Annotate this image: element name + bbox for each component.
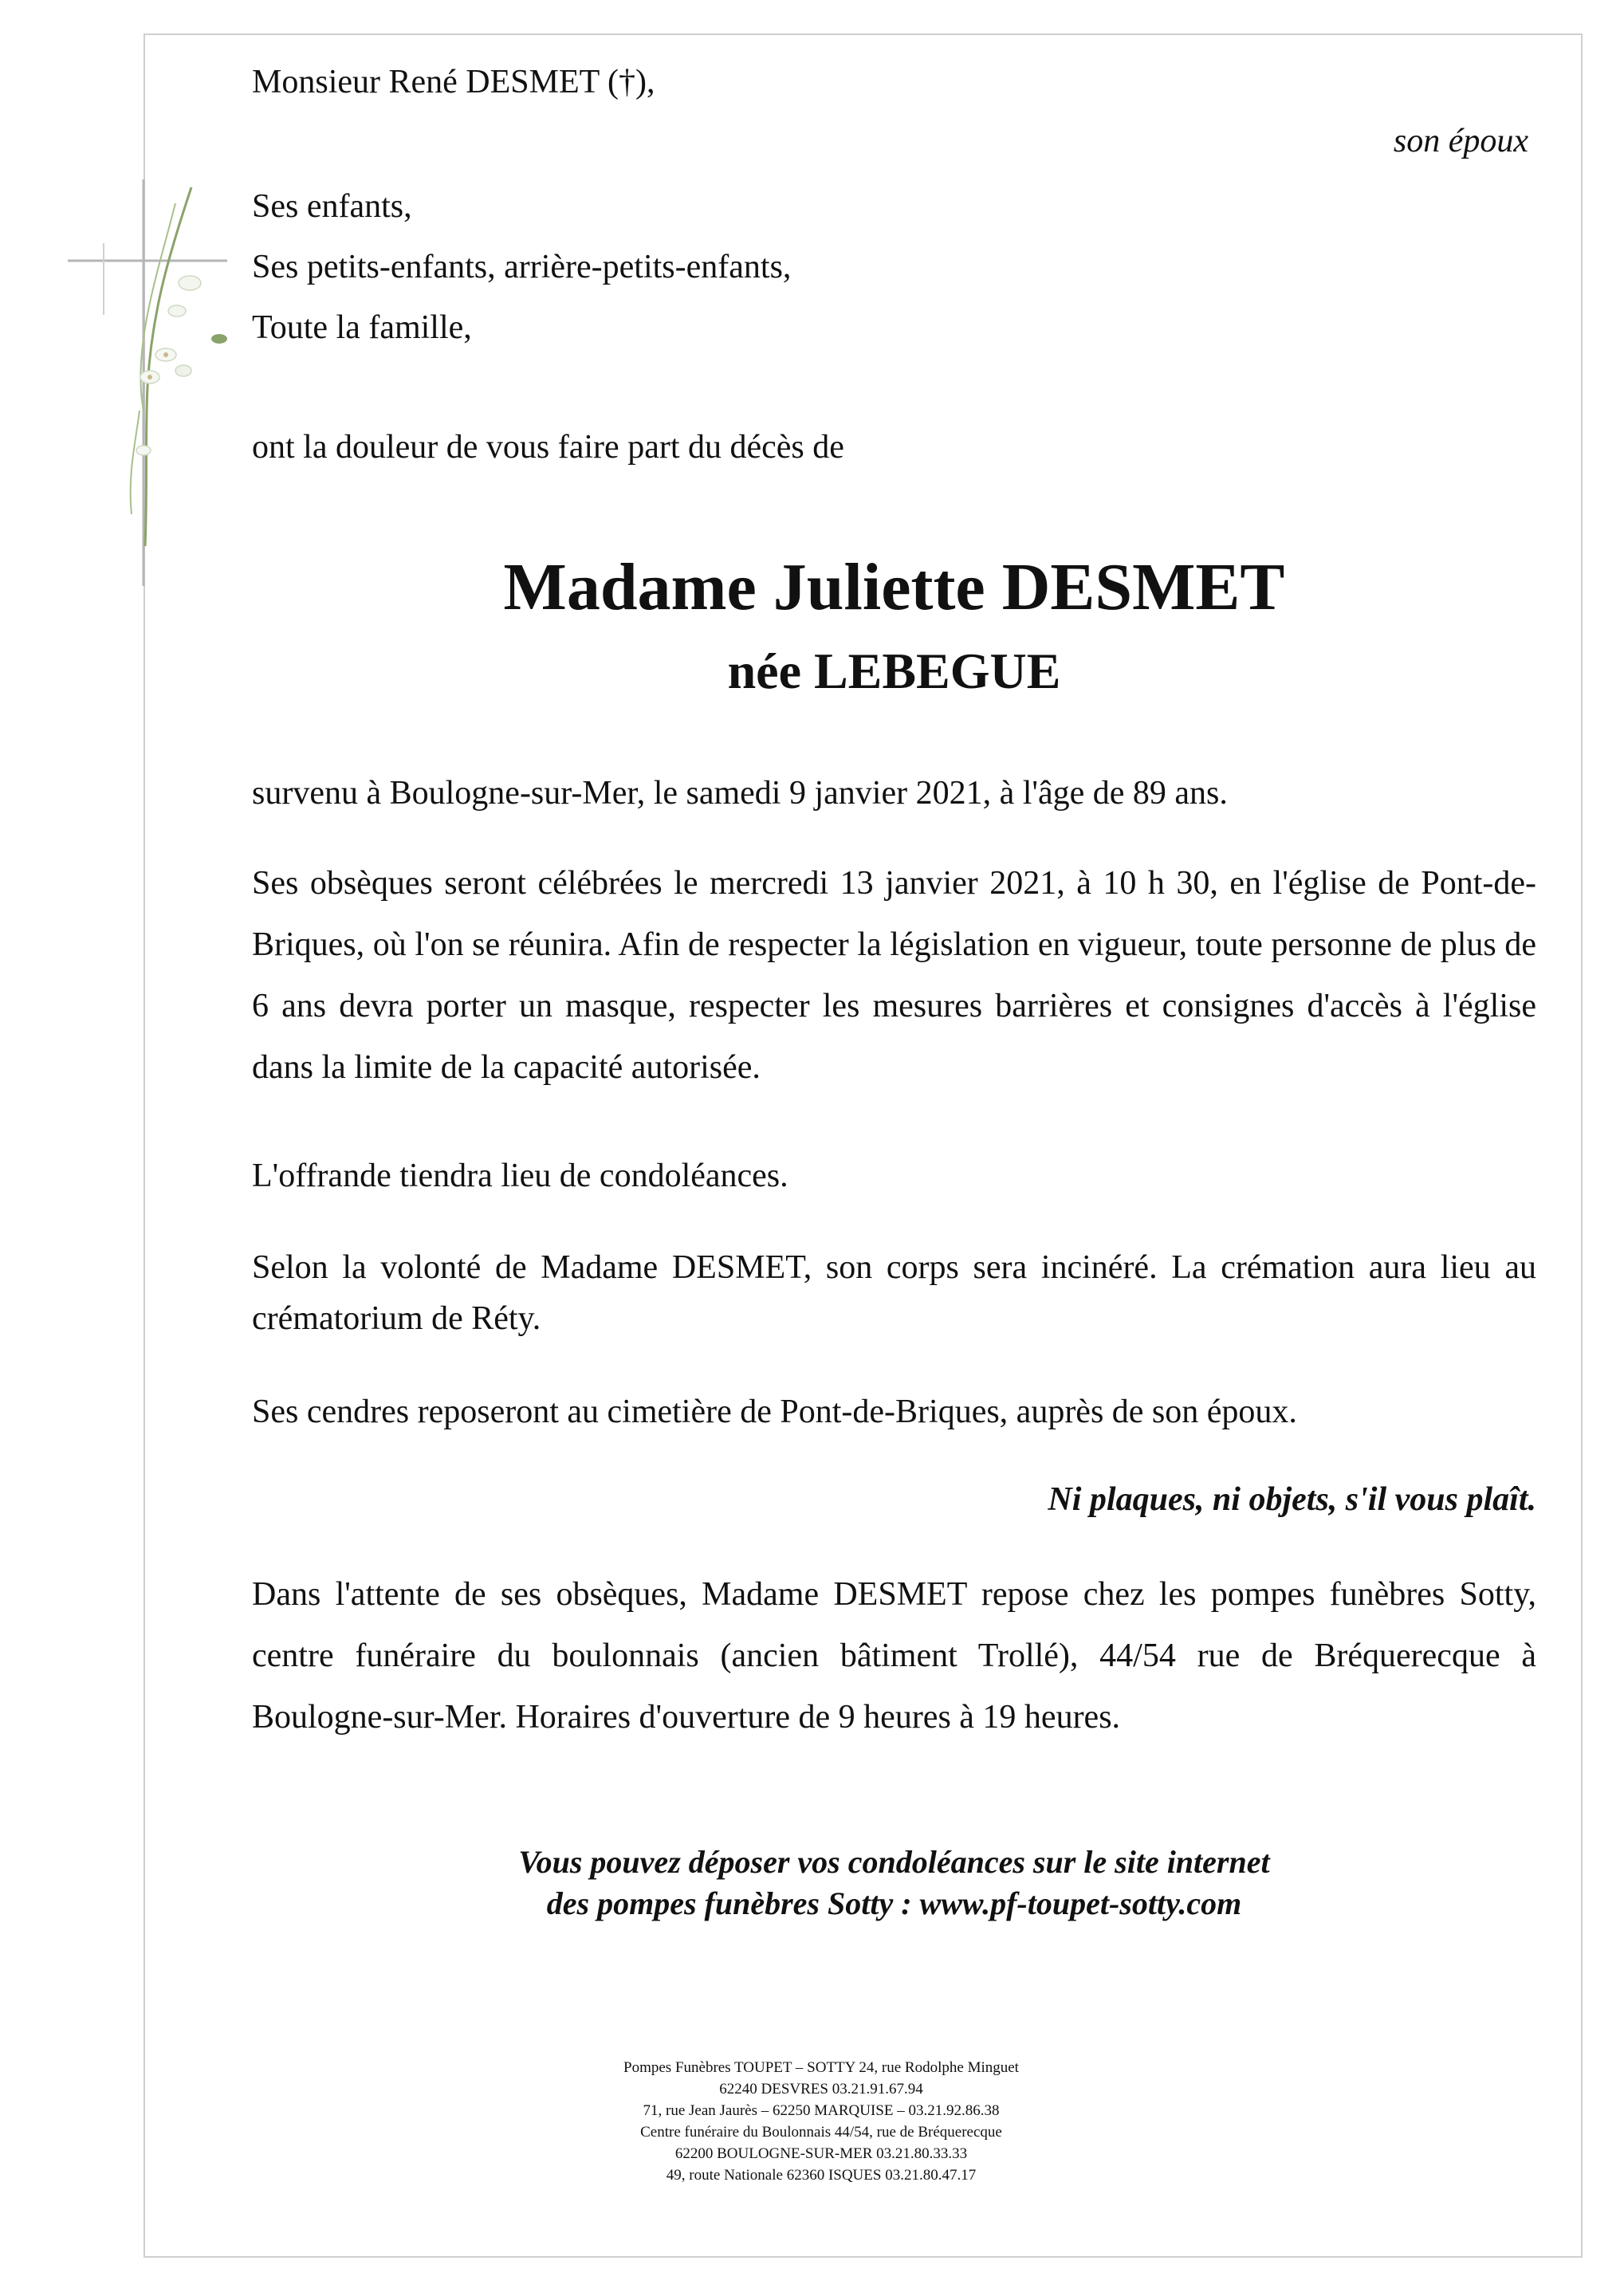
family-all: Toute la famille,: [252, 309, 472, 346]
husband-role: son époux: [1393, 123, 1528, 159]
footer-line: 49, route Nationale 62360 ISQUES 03.21.80.47.17: [666, 2167, 977, 2184]
no-plaques-line: Ni plaques, ni objets, s'il vous plaît.: [1048, 1481, 1536, 1518]
deceased-maiden-name: née LEBEGUE: [727, 643, 1061, 699]
cremation-paragraph: Selon la volonté de Madame DESMET, son corps sera incinéré. La crémation aura lieu au crématorium de Réty.: [252, 1249, 1536, 1337]
husband-line: Monsieur René DESMET (†),: [252, 64, 655, 100]
deceased-name: Madame Juliette DESMET: [503, 550, 1285, 624]
footer-line: 62200 BOULOGNE-SUR-MER 03.21.80.33.33: [674, 2145, 968, 2162]
funeral-home-footer: [478, 2057, 1164, 2186]
cross-orchid-decoration: [56, 171, 247, 594]
condolences-line-2: des pompes funèbres Sotty : www.pf-toupet-sotty.com: [546, 1885, 1242, 1921]
rest-paragraph: Dans l'attente de ses obsèques, Madame DESMET repose chez les pompes funèbres Sotty, centre funéraire du boulonnais (ancien bâtiment Trollé), 44/54 rue de Bréquerecque à Boulogne-sur-Mer. Horaires d'ouverture de 9 heures à 19 heures.: [252, 1576, 1536, 1736]
family-children: Ses enfants,: [252, 188, 412, 225]
orchid-icon: [131, 187, 227, 546]
funeral-paragraph: Ses obsèques seront célébrées le mercredi 13 janvier 2021, à 10 h 30, en l'église de Pont-de-Briques, où l'on se réunira. Afin de respecter la législation en vigueur, toute personne de plus de 6 ans devra porter un masque, respecter les mesures barrières et consignes d'accès à l'église dans la limite de la capacité autorisée.: [252, 865, 1536, 1086]
ashes-line: Ses cendres reposeront au cimetière de Pont-de-Briques, auprès de son époux.: [252, 1394, 1297, 1430]
footer-line: 62240 DESVRES 03.21.91.67.94: [719, 2081, 923, 2097]
death-info: survenu à Boulogne-sur-Mer, le samedi 9 janvier 2021, à l'âge de 89 ans.: [252, 775, 1228, 812]
footer-line: Centre funéraire du Boulonnais 44/54, rue de Bréquerecque: [640, 2124, 1002, 2141]
footer-line: 71, rue Jean Jaurès – 62250 MARQUISE – 03.21.92.86.38: [643, 2102, 1000, 2119]
footer-line: Pompes Funèbres TOUPET – SOTTY 24, rue Rodolphe Minguet: [623, 2059, 1019, 2076]
family-grandchildren: Ses petits-enfants, arrière-petits-enfants,: [252, 249, 792, 285]
announcement-line: ont la douleur de vous faire part du décès de: [252, 429, 844, 466]
offering-line: L'offrande tiendra lieu de condoléances.: [252, 1158, 788, 1194]
condolences-line-1: Vous pouvez déposer vos condoléances sur le site internet: [518, 1844, 1270, 1880]
